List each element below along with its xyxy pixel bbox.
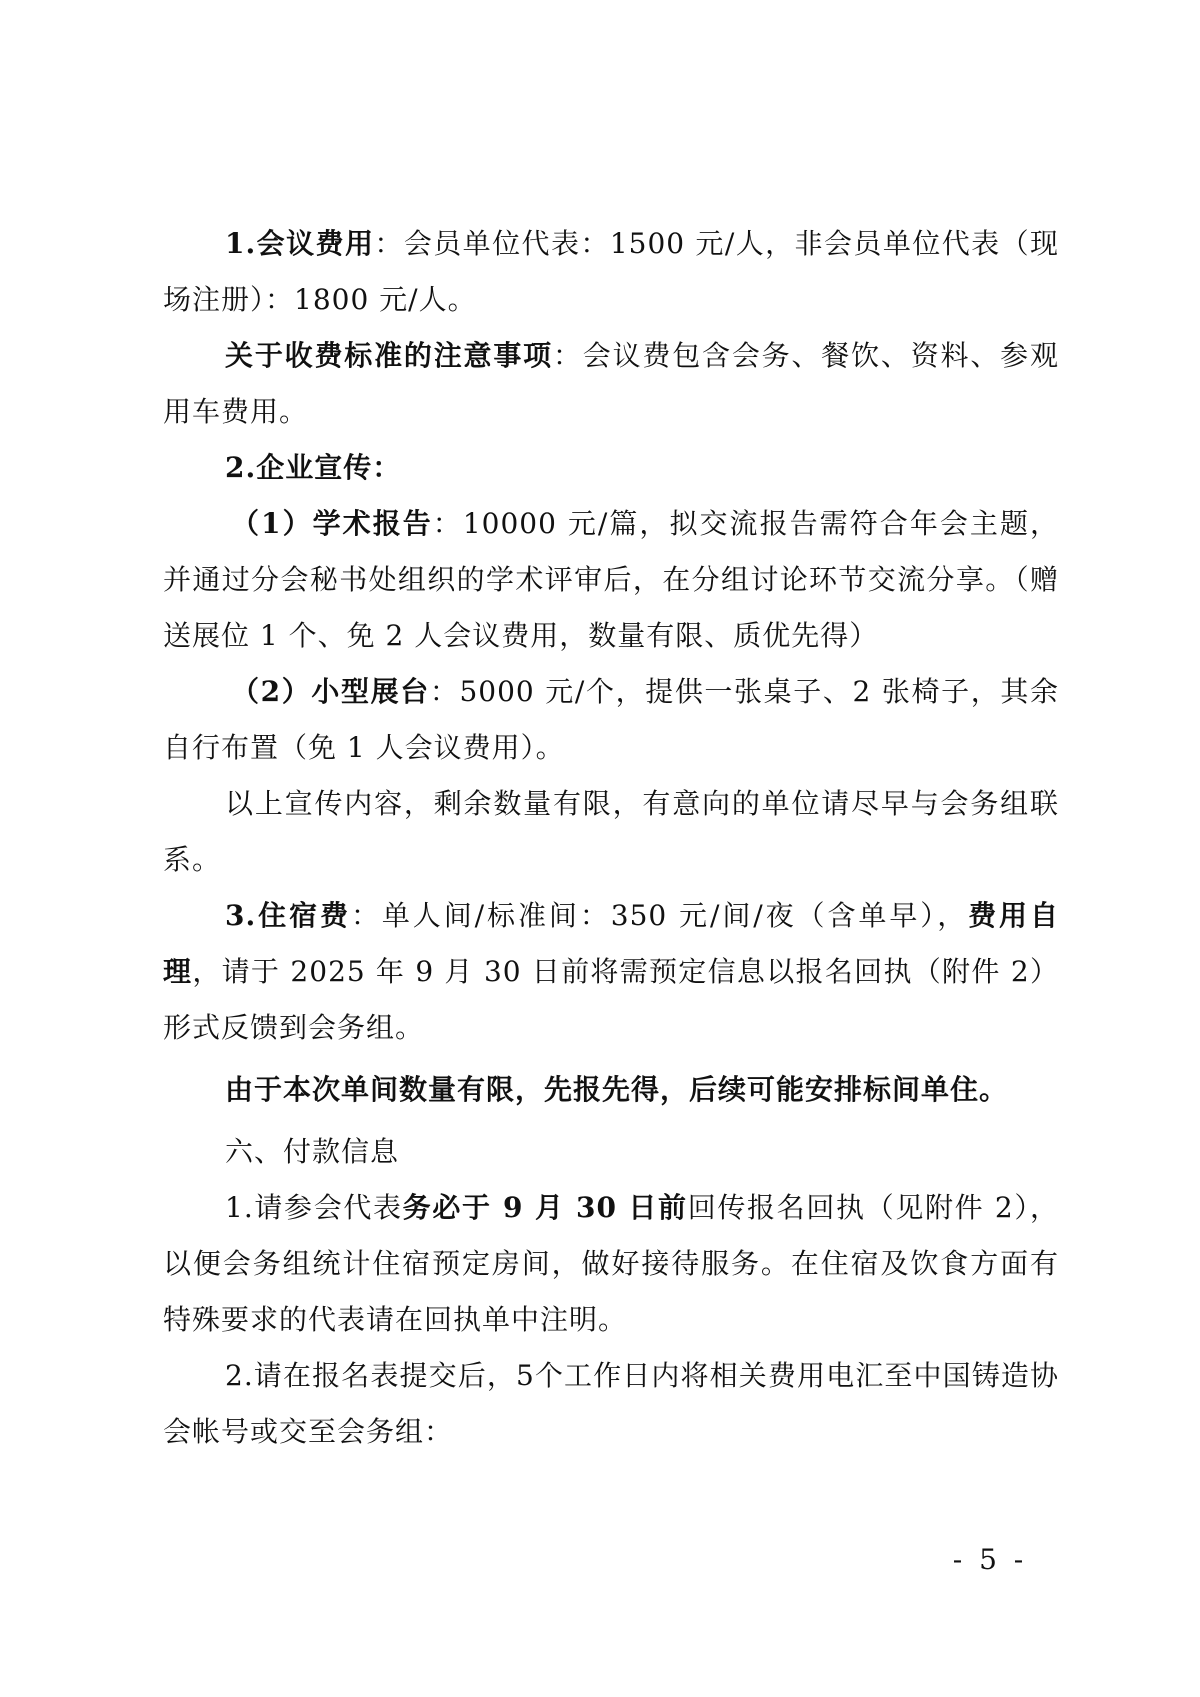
academic-report-label: （1）学术报告 (231, 507, 433, 540)
lodging-text-2: ，请于 2025 年 9 月 30 日前将需预定信息以报名回执（附件 2）形式反馈到会务组。 (163, 955, 1059, 1044)
payment-heading: 六、付款信息 (225, 1135, 400, 1168)
fee-note-paragraph (163, 328, 1059, 440)
payment-item-1-start: 1.请参会代表 (225, 1191, 403, 1224)
academic-report-paragraph (163, 496, 1059, 664)
lodging-notice: 由于本次单间数量有限，先报先得，后续可能安排标间单住。 (225, 1073, 1009, 1106)
promotion-heading: 2.企业宣传： (225, 451, 402, 484)
payment-deadline: 务必于 9 月 30 日前 (402, 1191, 688, 1224)
fee-note-label: 关于收费标准的注意事项 (225, 339, 553, 372)
lodging-paragraph (163, 888, 1059, 1056)
lodging-text: ：单人间/标准间：350 元/间/夜（含单早）， (350, 899, 969, 932)
meeting-fee-text: ：会员单位代表：1500 元/人，非会员单位代表（现场注册）：1800 元/人。 (163, 227, 1059, 316)
payment-item-1 (163, 1180, 1059, 1348)
page-number: - 5 - (952, 1543, 1028, 1576)
meeting-fee-label: 1.会议费用 (225, 227, 375, 260)
lodging-label: 3.住宿费 (225, 899, 351, 932)
payment-item-2: 2.请在报名表提交后，5个工作日内将相关费用电汇至中国铸造协会帐号或交至会务组： (163, 1359, 1059, 1448)
promotion-remark: 以上宣传内容，剩余数量有限，有意向的单位请尽早与会务组联系。 (163, 787, 1059, 876)
lodging-self-pay: 费用自理 (163, 899, 1059, 988)
academic-report-text: ：10000 元/篇，拟交流报告需符合年会主题，并通过分会秘书处组织的学术评审后，在分组讨论环节交流分享。（赠送展位 1 个、免 2 人会议费用，数量有限、质优先得） (163, 507, 1059, 652)
booth-paragraph (163, 664, 1059, 776)
booth-text: ：5000 元/个，提供一张桌子、2 张椅子，其余自行布置（免 1 人会议费用）。 (163, 675, 1060, 764)
meeting-fee-paragraph (163, 216, 1059, 328)
payment-item-1-end: 回传报名回执（见附件 2），以便会务组统计住宿预定房间，做好接待服务。在住宿及饮食方面有特殊要求的代表请在回执单中注明。 (163, 1191, 1059, 1336)
document-body (163, 216, 1059, 1460)
booth-label: （2）小型展台 (231, 675, 430, 708)
fee-note-text: ：会议费包含会务、餐饮、资料、参观用车费用。 (163, 339, 1059, 428)
